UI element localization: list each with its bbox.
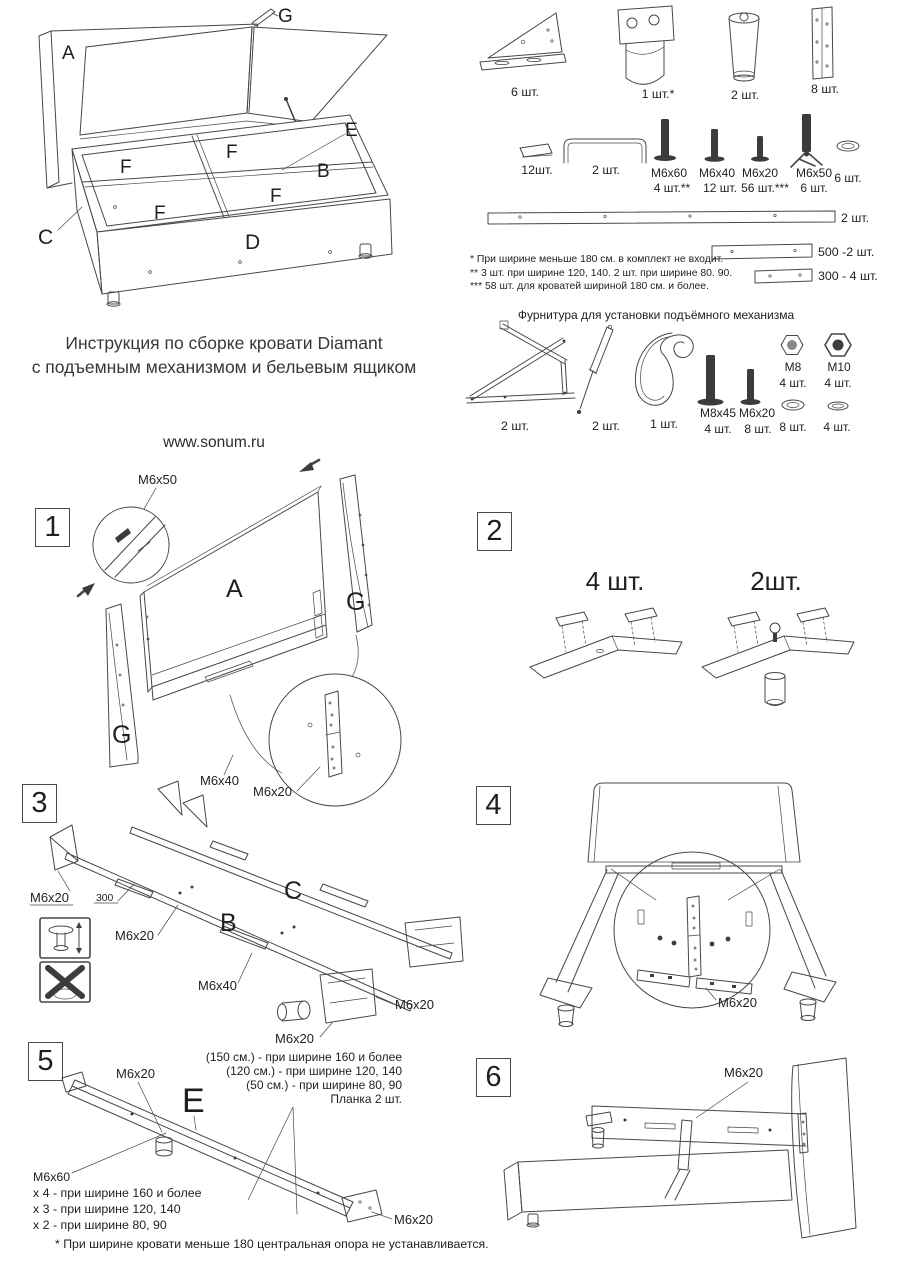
- step-1-drawing: [20, 455, 460, 810]
- step-2-number: 2: [477, 512, 512, 551]
- slat-long-qty: 2 шт.: [841, 211, 870, 225]
- washer-m10-icon: [828, 402, 848, 410]
- bolt-m6x60-label: M6x60: [650, 166, 688, 180]
- nut-m8-label: M8: [784, 360, 802, 374]
- leveler-allowed-icon: [40, 918, 90, 958]
- bolt-m6x20-lift-label: M6x20: [738, 406, 776, 420]
- step3-label-b: B: [220, 909, 237, 937]
- footer-note: * При ширине кровати меньше 180 центральная опора не устанавливается.: [55, 1237, 489, 1251]
- step5-m6x20-bot-label: M6x20: [394, 1212, 434, 1227]
- strap-qty: 1 шт.: [649, 417, 679, 431]
- washer-qty: 6 шт.: [834, 171, 862, 185]
- leg-icon: [729, 13, 759, 81]
- slat-300-qty: 300 - 4 шт.: [818, 269, 878, 283]
- overview-label-f4: F: [270, 186, 282, 207]
- step-6-drawing: [460, 1030, 900, 1280]
- step3-m6x20-bot-label: M6x20: [275, 1031, 315, 1046]
- step1-m6x50-label: M6x50: [138, 472, 178, 487]
- step5-x4-note: х 4 - при ширине 160 и более: [33, 1186, 202, 1200]
- step3-m6x20-right-label: M6x20: [395, 997, 435, 1012]
- bolt-m8x45-icon: [698, 355, 724, 406]
- overview-label-b: B: [317, 161, 330, 182]
- step-6-number: 6: [476, 1058, 511, 1097]
- overview-label-c: C: [38, 226, 54, 249]
- step-5-number: 5: [28, 1042, 63, 1081]
- step-1-number: 1: [35, 508, 70, 547]
- washer-icon: [837, 141, 859, 151]
- u-bracket-icon: [564, 139, 646, 163]
- slat-500-qty: 500 -2 шт.: [818, 245, 875, 259]
- washer-m8-qty: 8 шт.: [779, 420, 807, 434]
- mounting-plate-icon: [812, 7, 833, 79]
- u-bracket-qty: 2 шт.: [591, 163, 621, 177]
- storage-box-line-art: [58, 115, 392, 306]
- bolt-m6x40-icon: [705, 129, 725, 162]
- frame-line-art: [540, 783, 836, 1027]
- step2-qty4: 4 шт.: [585, 566, 645, 596]
- bolt-m6x60-qty: 4 шт.**: [653, 181, 691, 195]
- nut-m10-label: M10: [827, 360, 851, 374]
- overview-label-a: A: [62, 43, 75, 64]
- pad-qty: 12шт.: [521, 163, 553, 177]
- slat-300-icon: [755, 269, 812, 283]
- sheet-title: [0, 331, 448, 379]
- corner-assembly-left-line-art: [530, 608, 682, 678]
- step5-note-120: (120 см.) - при ширине 120, 140: [226, 1064, 402, 1078]
- bolt-m6x20-lift-qty: 8 шт.: [744, 422, 772, 436]
- step1-m6x20-label: M6x20: [253, 784, 293, 799]
- overview-label-g: G: [278, 6, 293, 27]
- step5-label-e: E: [182, 1082, 205, 1120]
- headboard-side-line-art: [792, 1058, 856, 1238]
- step-4-drawing: [460, 770, 900, 1055]
- parts-note-3: *** 58 шт. для кроватей шириной 180 см. и более.: [470, 281, 709, 292]
- step1-detail-circle-top: [93, 507, 169, 583]
- bolt-m6x20-icon: [751, 136, 769, 162]
- bolt-m8x45-label: M8x45: [699, 406, 737, 420]
- bolt-m6x20-qty: 56 шт.***: [741, 181, 789, 195]
- lift-hardware-title: Фурнитура для установки подъёмного механизма: [517, 308, 795, 322]
- slat-long-icon: [488, 211, 835, 224]
- leg-qty: 2 шт.: [730, 88, 760, 102]
- step5-m6x60-label: M6x60: [33, 1170, 71, 1184]
- step5-x2-note: х 2 - при ширине 80, 90: [33, 1218, 167, 1232]
- bolt-m6x60-icon: [654, 119, 676, 161]
- step-4-number: 4: [476, 786, 511, 825]
- step1-m6x40-label: M6x40: [200, 773, 240, 788]
- back-rail-line-art: [586, 1106, 808, 1200]
- step5-note-planka: Планка 2 шт.: [330, 1092, 402, 1106]
- overview-label-f1: F: [120, 157, 132, 178]
- step-3-number: 3: [22, 784, 57, 823]
- parts-note-1: * При ширине меньше 180 см. в комплект не входит.: [470, 254, 724, 265]
- bolt-m6x50-qty: 6 шт.: [800, 181, 828, 195]
- sheet-title-line2: с подъемным механизмом и бельевым ящиком: [31, 357, 417, 378]
- gas-spring-qty: 2 шт.: [591, 419, 621, 433]
- nut-m8-qty: 4 шт.: [779, 376, 807, 390]
- overview-label-e: E: [345, 120, 358, 141]
- step3-m6x40-label: M6x40: [198, 978, 238, 993]
- step5-m6x20-top-label: M6x20: [116, 1066, 156, 1081]
- step-2-drawing: [460, 490, 900, 720]
- bolt-m6x50-icon: [791, 114, 822, 167]
- step5-x3-note: х 3 - при ширине 120, 140: [33, 1202, 181, 1216]
- bolt-m6x50-label: M6x50: [795, 166, 833, 180]
- lift-mechanism-icon: [466, 321, 575, 403]
- step5-note-150: (150 см.) - при ширине 160 и более: [205, 1050, 402, 1064]
- mounting-plate-qty: 8 шт.: [810, 82, 840, 96]
- step3-dim300-label: 300: [96, 893, 114, 904]
- step1-label-a: A: [226, 575, 243, 603]
- corner-assembly-right-line-art: [702, 608, 854, 706]
- washer-m10-qty: 4 шт.: [823, 420, 851, 434]
- nut-m8-icon: [781, 336, 803, 355]
- overview-label-d: D: [245, 231, 261, 254]
- step-5-drawing: [20, 1030, 460, 1260]
- lift-hardware-drawing: [460, 303, 900, 453]
- step4-detail-circle: [614, 852, 770, 1008]
- step3-m6x20-left-label: M6x20: [30, 890, 70, 905]
- bolt-m8x45-qty: 4 шт.: [704, 422, 732, 436]
- sheet-title-line1: Инструкция по сборке кровати Diamant: [65, 333, 383, 353]
- bolt-m6x20-lift-icon: [741, 369, 761, 405]
- bolt-m6x20-label: M6x20: [741, 166, 779, 180]
- step1-label-g-left: G: [112, 721, 132, 749]
- step4-m6x20-label: M6x20: [718, 995, 758, 1010]
- parts-list-drawing: [460, 0, 900, 300]
- no-tools-icon: [40, 962, 90, 1002]
- bed-overview-drawing: [20, 2, 460, 314]
- parts-note-2: ** 3 шт. при ширине 120, 140. 2 шт. при ширине 80. 90.: [470, 268, 733, 279]
- step-3-drawing: [20, 775, 470, 1047]
- overview-label-f2: F: [226, 142, 238, 163]
- step5-note-50: (50 см.) - при ширине 80, 90: [246, 1078, 402, 1092]
- pad-icon: [520, 144, 552, 157]
- nut-m10-icon: [825, 334, 851, 356]
- washer-m8-icon: [782, 400, 804, 410]
- strap-icon: [635, 333, 693, 405]
- bolt-m6x40-label: M6x40: [698, 166, 736, 180]
- website-link: www.sonum.ru: [163, 434, 265, 451]
- corner-bracket-qty: 6 шт.: [510, 85, 540, 99]
- center-support-icon: [618, 6, 674, 84]
- bolt-m6x40-qty: 12 шт.: [703, 181, 737, 195]
- bed-base-line-art: [504, 1150, 792, 1227]
- lift-mechanism-qty: 2 шт.: [500, 419, 530, 433]
- slat-500-icon: [712, 244, 812, 259]
- step1-label-g-right: G: [346, 588, 366, 616]
- step2-qty2: 2шт.: [750, 566, 802, 596]
- gas-spring-icon: [577, 325, 613, 414]
- corner-bracket-icon: [480, 13, 566, 70]
- center-support-qty: 1 шт.*: [641, 87, 675, 101]
- step6-m6x20-label: M6x20: [724, 1065, 764, 1080]
- nut-m10-qty: 4 шт.: [824, 376, 852, 390]
- step3-label-c: C: [284, 877, 303, 905]
- overview-label-f3: F: [154, 203, 166, 224]
- step3-m6x20-mid-label: M6x20: [115, 928, 155, 943]
